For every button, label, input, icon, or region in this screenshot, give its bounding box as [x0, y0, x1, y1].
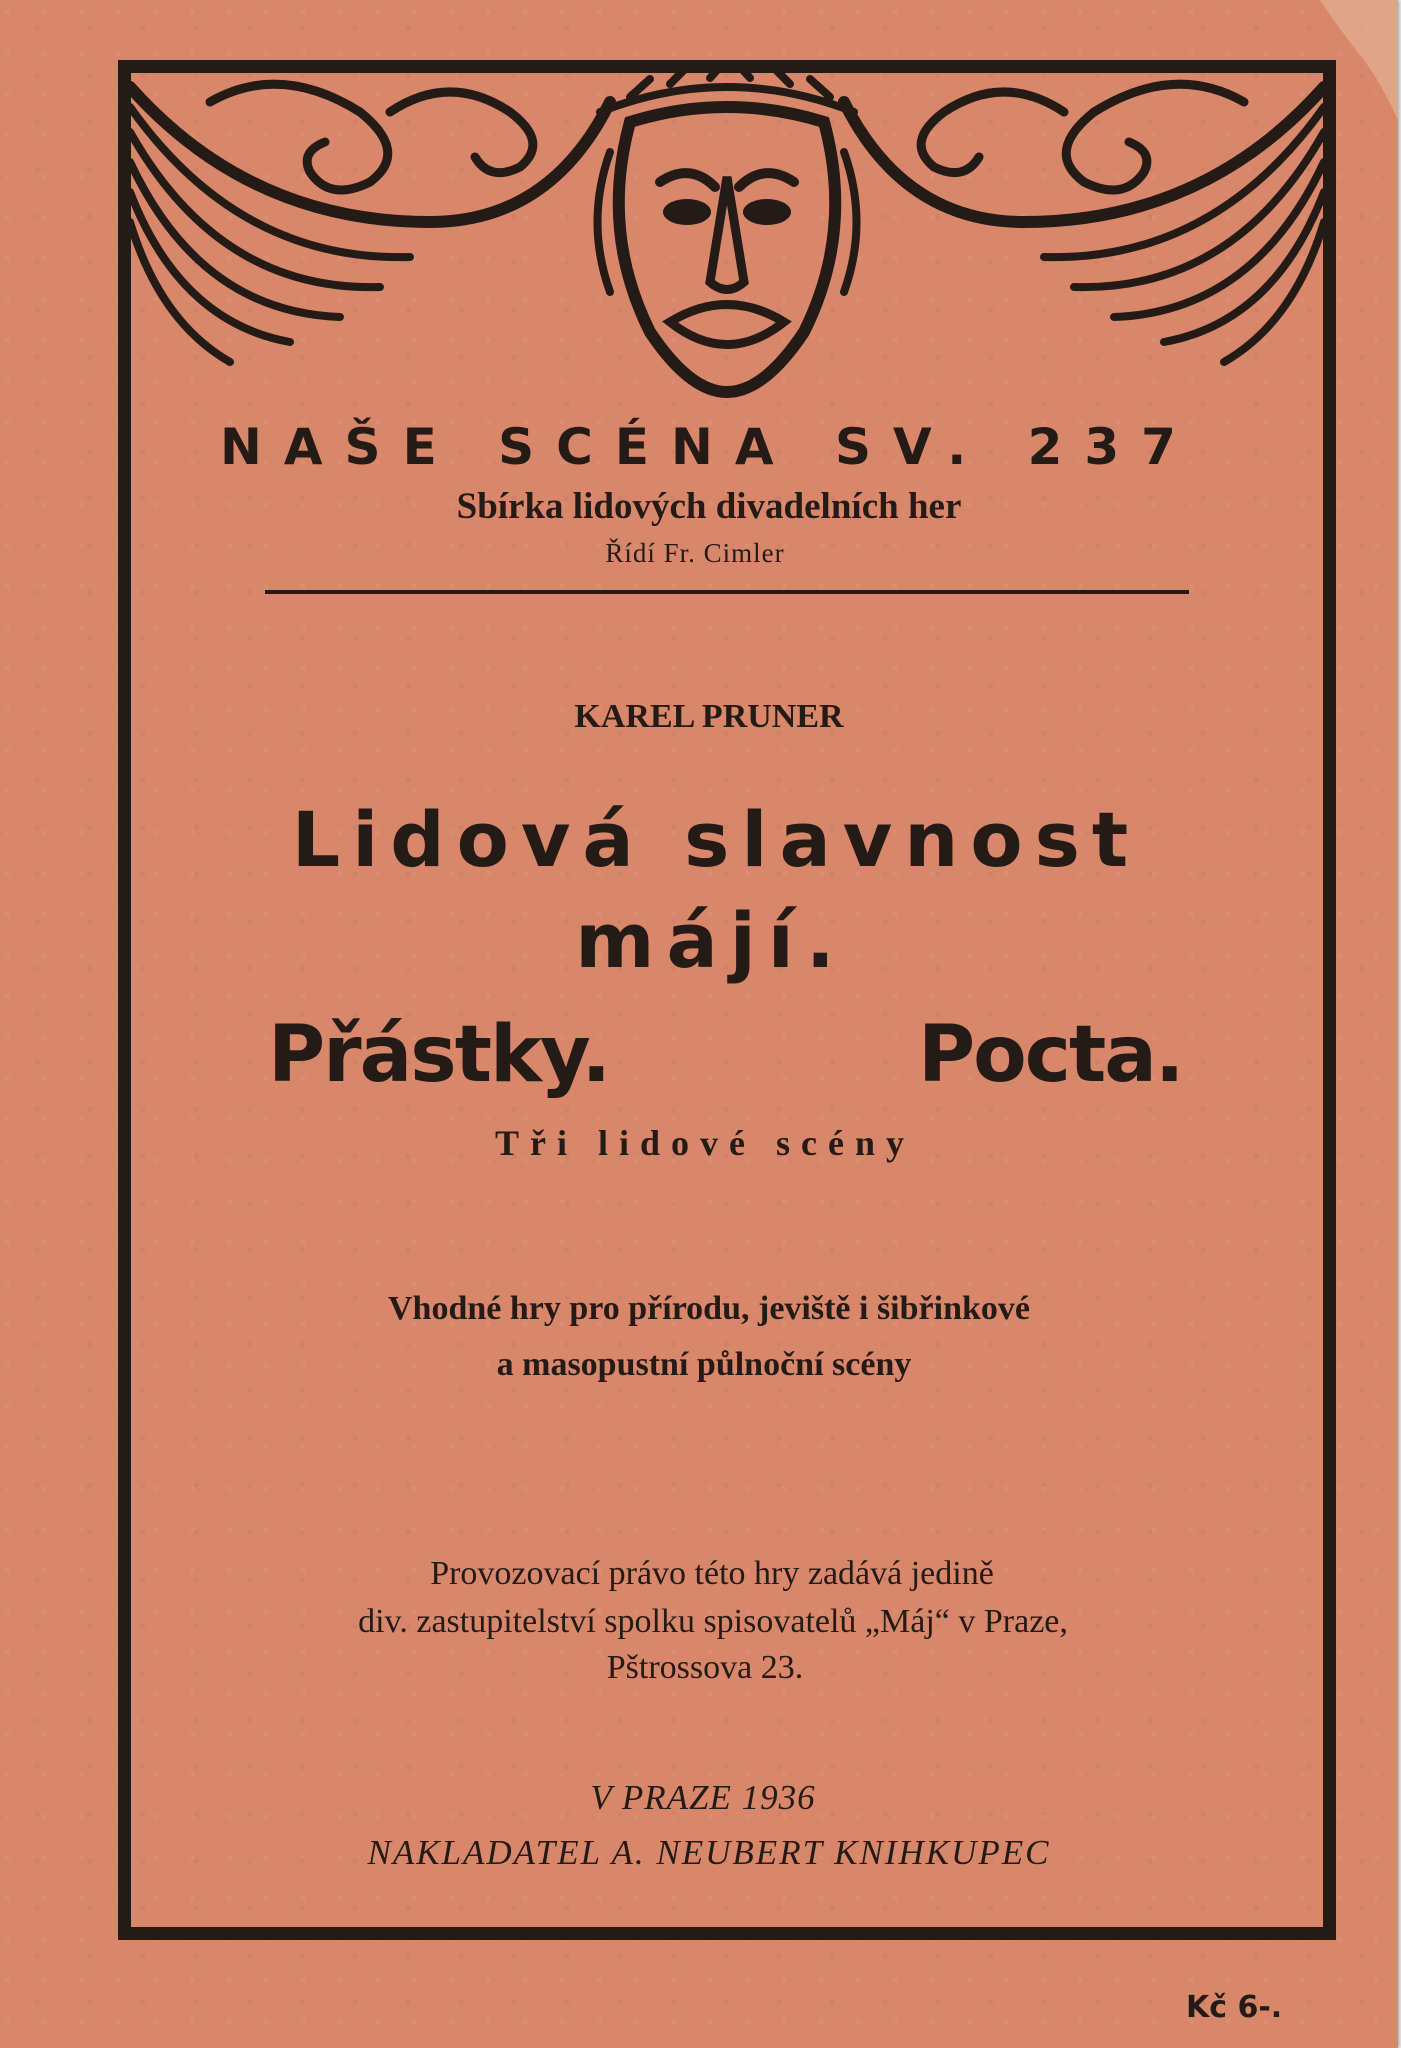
- publisher-line: NAKLADATEL A. NEUBERT KNIHKUPEC: [367, 1833, 1051, 1872]
- suitability-line-2: a masopustní půlnoční scény: [496, 1346, 912, 1383]
- price-label: Kč 6-.: [1186, 1990, 1283, 2025]
- suitability-line-1: Vhodné hry pro přírodu, jeviště i šibřinkové: [388, 1290, 1030, 1327]
- rights-line-3: Pštrossova 23.: [606, 1649, 804, 1686]
- play-title-right: Pocta.: [918, 1010, 1183, 1100]
- rights-line-2: div. zastupitelství spolku spisovatelů „Máj“ v Praze,: [358, 1603, 1068, 1640]
- editor-line: Řídí Fr. Cimler: [605, 538, 785, 568]
- subtitle: Tři lidové scény: [495, 1123, 915, 1163]
- author-name: KAREL PRUNER: [574, 698, 844, 735]
- title-line-1: Lidová slavnost: [291, 795, 1141, 884]
- play-title-left: Přástky.: [268, 1010, 610, 1100]
- series-heading: NAŠE SCÉNA SV. 237: [220, 418, 1198, 476]
- title-line-2: májí.: [575, 896, 847, 985]
- rights-line-1: Provozovací právo této hry zadává jedině: [430, 1555, 994, 1592]
- theatre-mask-ornament-icon: [130, 72, 1324, 402]
- collection-name: Sbírka lidových divadelních her: [456, 486, 962, 527]
- divider-rule: [265, 590, 1189, 594]
- place-and-year: V PRAZE 1936: [590, 1778, 816, 1817]
